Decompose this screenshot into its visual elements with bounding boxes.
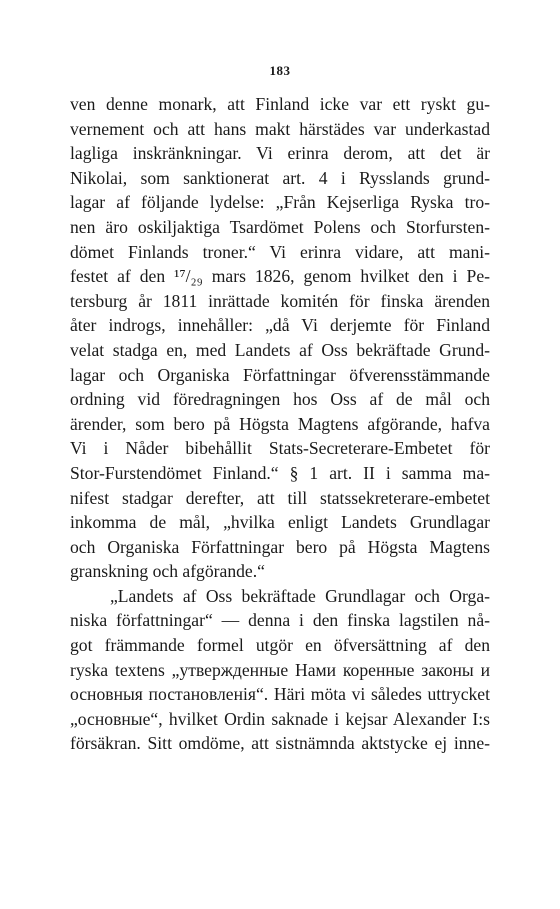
text-line: och Organiska Författningar bero på Högsta Magtens [70, 536, 490, 557]
text-line: åter indrogs, innehåller: „då Vi derjemte för Finland [70, 315, 490, 336]
text-line: основныя постановленія“. Häri möta vi således uttrycket [70, 684, 490, 705]
text-line: nen äro oskiljaktiga Tsardömet Polens och Storfursten- [70, 216, 490, 237]
text-line: ärender, som bero på Högsta Magtens afgörande, hafva [70, 413, 490, 434]
text-line: granskning och afgörande.“ [70, 561, 265, 582]
text-line: ven denne monark, att Finland icke var ett ryskt gu- [70, 94, 490, 114]
text-line: niska författningar“ — denna i den finska lagstilen nå- [70, 610, 490, 631]
text-line: got främmande formel utgör en öfversättning af den [70, 635, 490, 656]
text-line: velat stadga en, med Landets af Oss bekräftade Grund- [70, 339, 490, 360]
text-line: Nikolai, som sanktionerat art. 4 i Rysslands grund- [70, 167, 490, 188]
body-text [70, 92, 490, 756]
text-line: ordning vid föredragningen hos Oss af de mål och [70, 389, 490, 410]
text-line: Stor-Furstendömet Finland.“ § 1 art. II i samma ma- [70, 462, 490, 483]
text-line: inkomma de mål, „hvilka enligt Landets Grundlagar [70, 512, 490, 533]
text-line: nifest stadgar derefter, att till statssekreterare-embetet [70, 487, 490, 508]
page-number: 183 [269, 63, 291, 78]
text-line: lagar och Organiska Författningar öfverensstämmande [70, 364, 490, 385]
text-line: festet af den ¹⁷/₂₉ mars 1826, genom hvilket den i Pe- [70, 266, 490, 287]
text-line: tersburg år 1811 inrättade komitén för finska ärenden [70, 290, 490, 311]
text-line: dömet Finlands troner.“ Vi erinra vidare, att mani- [70, 241, 490, 262]
text-line: „основные“, hvilket Ordin saknade i kejsar Alexander I:s [70, 708, 490, 729]
text-line: Vi i Nåder bibehållit Stats-Secreterare-Embetet för [70, 438, 490, 459]
text-line: ryska textens „утвержденные Нами коренные законы и [70, 659, 490, 680]
text-line: vernement och att hans makt härstädes var underkastad [70, 118, 490, 139]
text-line: lagliga inskränkningar. Vi erinra derom, att det är [70, 143, 490, 164]
text-line: lagar af följande lydelse: „Från Kejserliga Ryska tro- [70, 192, 490, 213]
text-line: „Landets af Oss bekräftade Grundlagar och Orga- [110, 585, 490, 606]
text-line: försäkran. Sitt omdöme, att sistnämnda aktstycke ej inne- [70, 733, 490, 754]
